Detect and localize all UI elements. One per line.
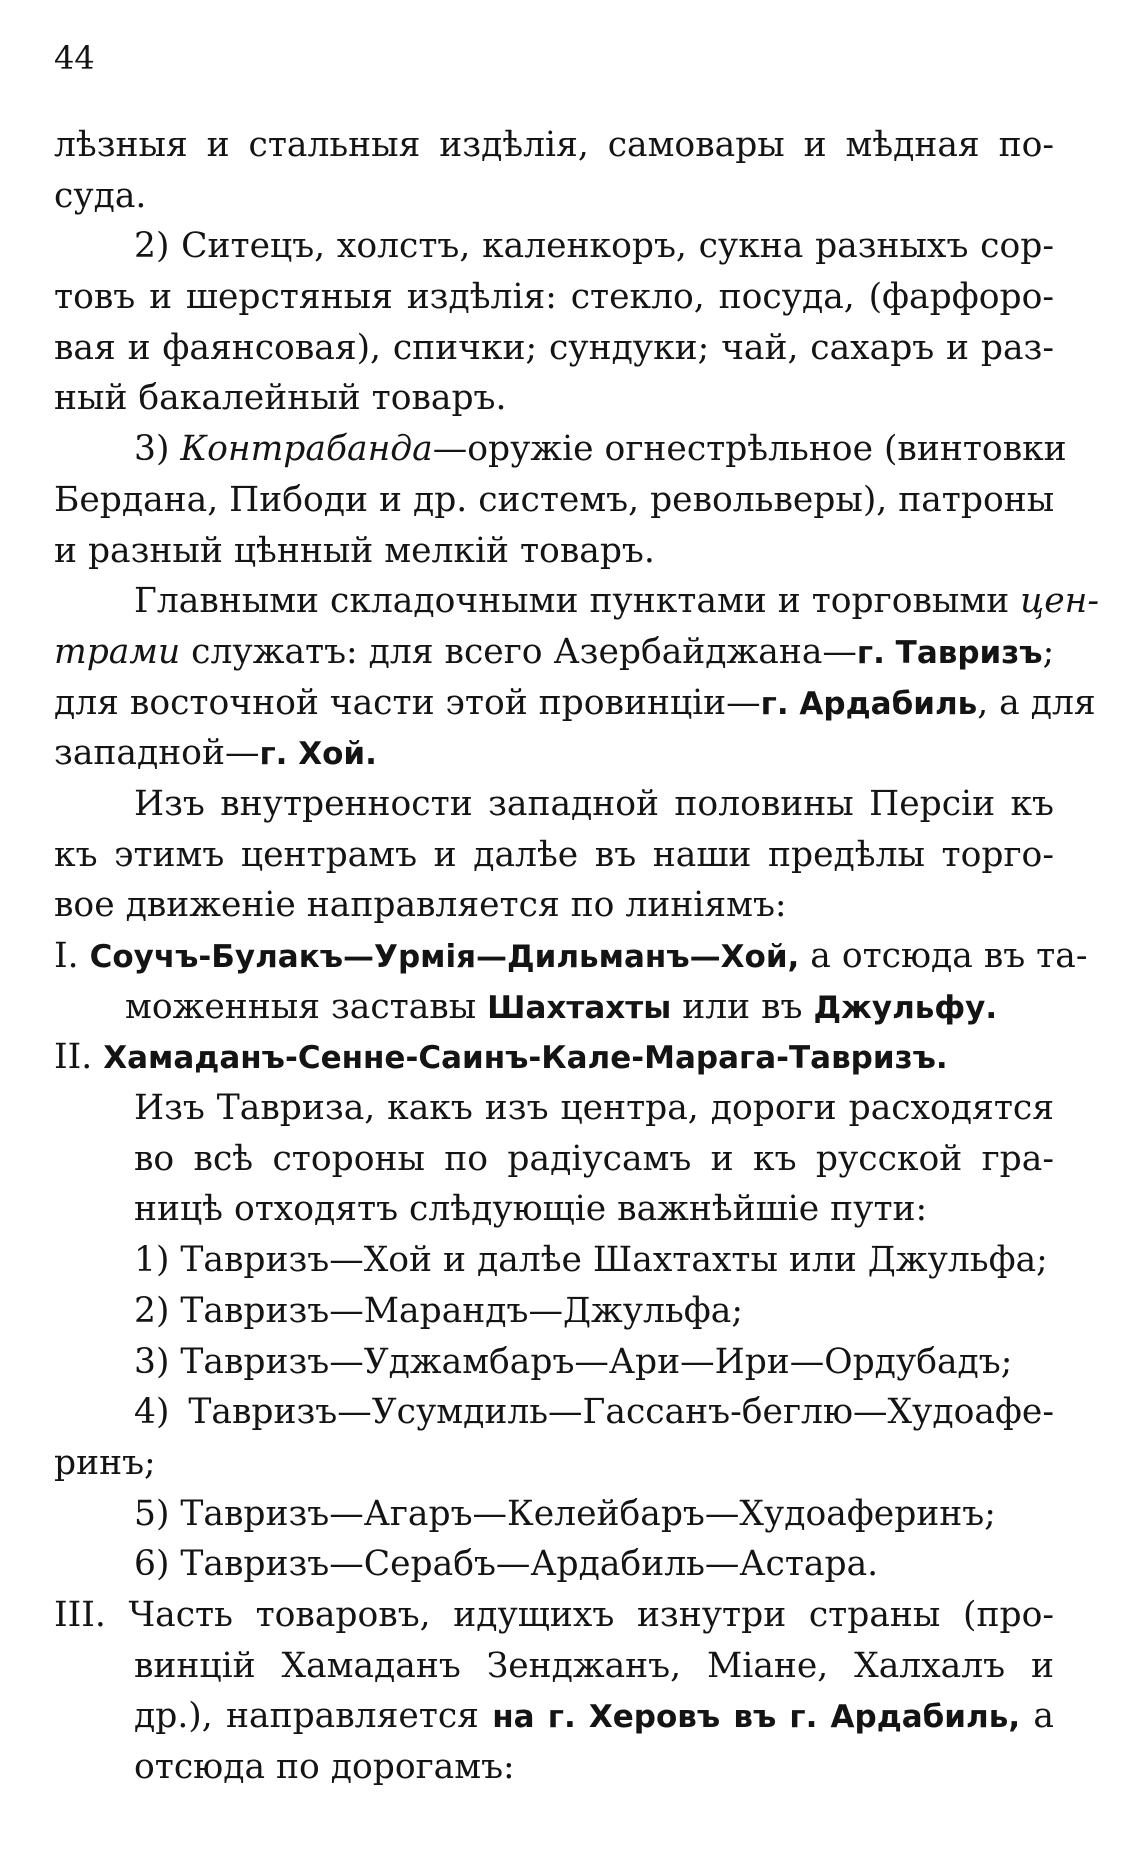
text-line bbox=[54, 982, 1054, 1033]
text-line bbox=[54, 475, 1054, 526]
text-run: товъ и шерстяныя издѣлія: стекло, посуда, (фарфоро- bbox=[54, 277, 1054, 318]
text-run: во всѣ стороны по радіусамъ и къ русской гра- bbox=[134, 1138, 1054, 1179]
text-line bbox=[54, 1590, 1054, 1641]
text-run: лѣзныя и стальныя издѣлія, самовары и мѣдная по- bbox=[54, 125, 1054, 165]
text-line bbox=[54, 424, 1067, 475]
text-run: и разный цѣнный мелкій товаръ. bbox=[54, 530, 655, 571]
text-line bbox=[54, 1641, 1054, 1692]
text-run: 3) bbox=[134, 429, 181, 470]
text-line bbox=[54, 1742, 1054, 1793]
text-run: 4) Тавризъ—Усумдиль—Гассанъ-беглю—Худоафе- bbox=[134, 1392, 1054, 1433]
text-run: отсюда по дорогамъ: bbox=[134, 1747, 515, 1787]
italic-text: трами bbox=[54, 631, 181, 672]
bold-text: Хамаданъ-Сенне-Саинъ-Кале-Марага-Тавризъ. bbox=[103, 1040, 948, 1077]
text-run: ный бакалейный товаръ. bbox=[54, 378, 507, 419]
text-run: ; bbox=[1042, 631, 1055, 672]
text-run: или въ bbox=[671, 986, 814, 1027]
text-run: 2) Тавризъ—Марандъ—Джульфа; bbox=[134, 1290, 743, 1331]
text-line bbox=[54, 728, 1054, 779]
text-run: 2) Ситецъ, холстъ, каленкоръ, сукна разныхъ сор- bbox=[134, 226, 1054, 267]
text-line bbox=[54, 880, 1054, 931]
text-line bbox=[54, 1134, 1054, 1185]
text-line bbox=[54, 1438, 1054, 1489]
text-line bbox=[54, 272, 1054, 323]
text-run: винцій Хамаданъ Зенджанъ, Міане, Халхалъ и bbox=[134, 1645, 1054, 1686]
text-line bbox=[54, 1032, 1054, 1083]
text-line bbox=[54, 526, 1054, 577]
text-run: для восточной части этой провинціи— bbox=[54, 682, 761, 723]
text-run: 1) Тавризъ—Хой и далѣе Шахтахты или Джульфа; bbox=[134, 1240, 1048, 1281]
text-line bbox=[54, 120, 1054, 171]
text-run: къ этимъ центрамъ и далѣе въ наши предѣлы торго- bbox=[54, 834, 1054, 875]
text-line bbox=[54, 1286, 1054, 1337]
text-run: Изъ Тавриза, какъ изъ центра, дороги расходятся bbox=[134, 1088, 1054, 1129]
text-run: суда. bbox=[54, 175, 147, 216]
text-run: ринъ; bbox=[54, 1442, 156, 1483]
text-run: 5) Тавризъ—Агаръ—Келейбаръ—Худоаферинъ; bbox=[134, 1493, 996, 1534]
text-run: 3) Тавризъ—Уджамбаръ—Ари—Ири—Ордубадъ; bbox=[134, 1341, 1013, 1382]
text-run: , а для bbox=[977, 682, 1096, 723]
text-run: —оружіе огнестрѣльное (винтовки bbox=[432, 429, 1067, 470]
text-line bbox=[54, 1235, 1054, 1286]
text-line bbox=[54, 1539, 1054, 1590]
page-number: 44 bbox=[54, 39, 95, 77]
text-line bbox=[54, 221, 1054, 272]
text-run: 6) Тавризъ—Серабъ—Ардабиль—Астара. bbox=[134, 1544, 879, 1585]
text-line bbox=[54, 830, 1054, 881]
bold-text: Джульфу. bbox=[813, 989, 998, 1026]
text-line bbox=[54, 576, 1100, 627]
text-run: вое движеніе направляется по линіямъ: bbox=[54, 885, 787, 926]
text-line bbox=[54, 627, 1054, 678]
text-line bbox=[54, 373, 1054, 424]
bold-text: на г. Херовъ въ г. Ардабиль, bbox=[492, 1699, 1021, 1736]
text-run: служатъ: для всего Азербайджана— bbox=[180, 631, 857, 672]
text-line bbox=[54, 779, 1054, 830]
text-run: Изъ внутренности западной половины Персіи къ bbox=[134, 783, 1054, 824]
text-run: II. bbox=[54, 1037, 104, 1078]
text-line bbox=[54, 678, 1096, 729]
text-line bbox=[54, 171, 1054, 222]
text-run: III. Часть товаровъ, идущихъ изнутри страны (про- bbox=[54, 1594, 1054, 1635]
text-line bbox=[54, 1337, 1054, 1388]
bold-text: Соучъ-Булакъ—Урмія—Дильманъ—Хой, bbox=[89, 939, 800, 975]
text-run: а bbox=[1020, 1696, 1054, 1737]
text-run: I. bbox=[54, 936, 90, 976]
text-line bbox=[54, 1184, 1054, 1235]
bold-text: Шахтахты bbox=[487, 989, 672, 1026]
text-run: вая и фаянсовая), спички; сундуки; чай, сахаръ и раз- bbox=[54, 327, 1054, 368]
text-run: ницѣ отходятъ слѣдующіе важнѣйшіе пути: bbox=[134, 1189, 928, 1230]
bold-text: г. Ардабиль bbox=[760, 685, 978, 722]
text-line bbox=[54, 1387, 1054, 1438]
text-line bbox=[54, 1691, 1054, 1742]
text-run: моженныя заставы bbox=[125, 986, 488, 1027]
page-text bbox=[54, 120, 1100, 1793]
text-line bbox=[54, 1083, 1054, 1134]
bold-text: г. Хой. bbox=[259, 736, 377, 773]
text-line bbox=[54, 931, 1088, 982]
text-line bbox=[54, 1489, 1054, 1540]
text-run: а отсюда въ та- bbox=[799, 936, 1088, 976]
text-run: др.), направляется bbox=[134, 1696, 493, 1737]
text-run: западной— bbox=[54, 733, 260, 774]
italic-text: Контрабанда bbox=[180, 429, 433, 470]
bold-text: г. Тавризъ bbox=[856, 634, 1043, 671]
italic-text: цен- bbox=[1020, 581, 1100, 622]
text-run: Главными складочными пунктами и торговыми bbox=[134, 581, 1021, 622]
text-line bbox=[54, 323, 1054, 374]
text-run: Бердана, Пибоди и др. системъ, револьверы), патроны bbox=[54, 479, 1055, 520]
